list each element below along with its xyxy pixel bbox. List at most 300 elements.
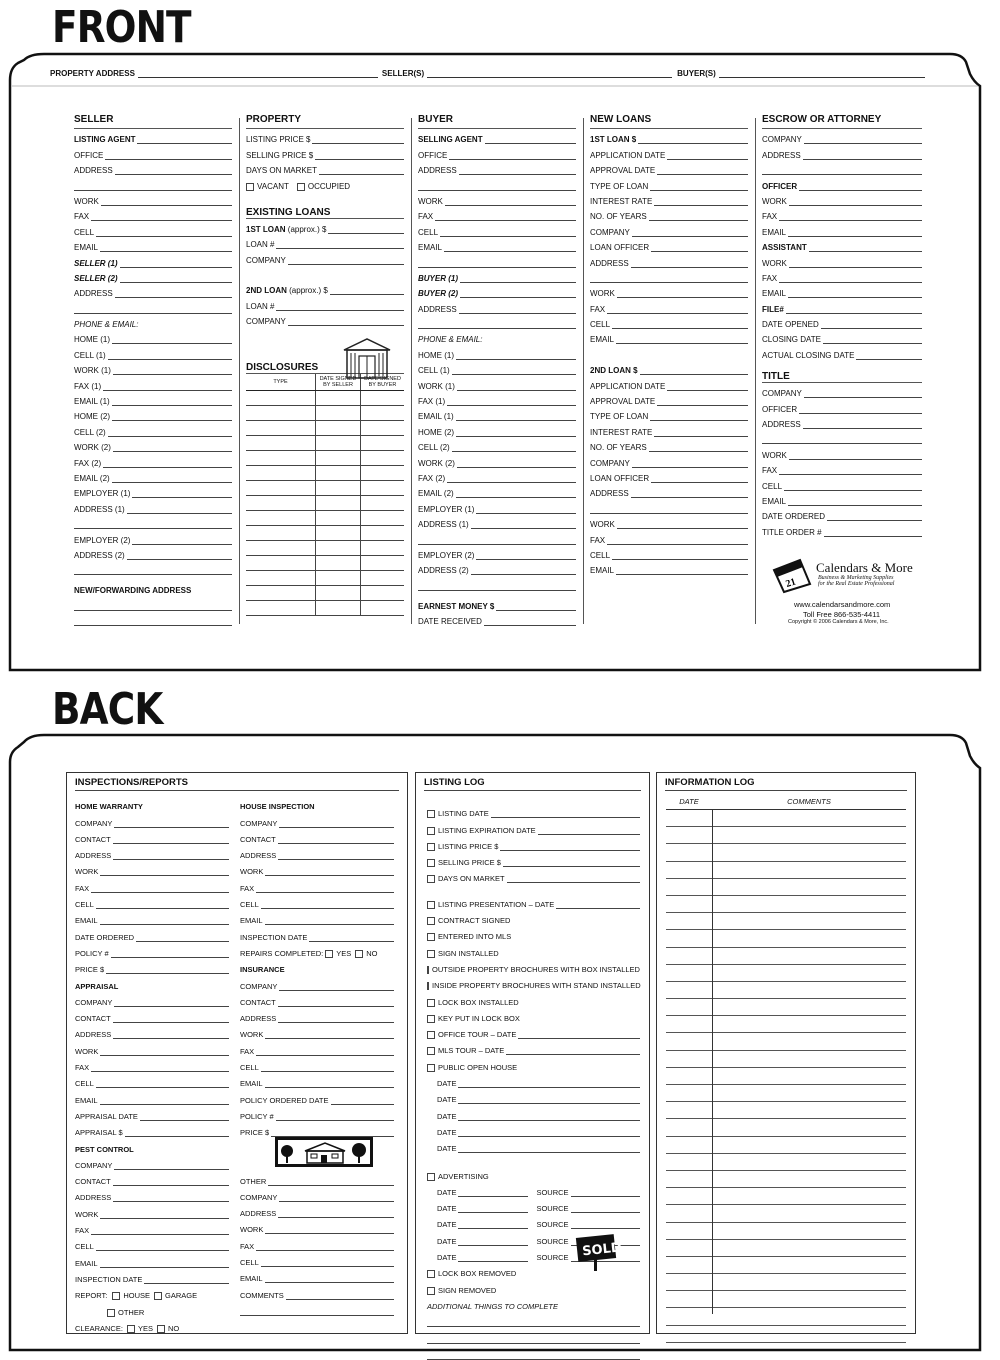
company-field[interactable] [75, 811, 229, 827]
fax-2-field[interactable] [74, 452, 232, 467]
checkbox[interactable] [427, 1031, 435, 1039]
officer-field[interactable] [762, 175, 922, 190]
info-log-row[interactable] [666, 862, 906, 879]
checkbox[interactable] [427, 982, 429, 990]
vacant-label: VACANT [257, 181, 289, 191]
date-received-row[interactable]: DATE RECEIVED [418, 611, 576, 626]
title-section-title: TITLE [762, 360, 922, 383]
cell-2-field[interactable] [418, 437, 576, 452]
company-field[interactable] [246, 249, 404, 264]
other-checkbox[interactable] [107, 1309, 115, 1317]
comments-field[interactable] [240, 1283, 394, 1299]
info-log-row[interactable] [666, 844, 906, 861]
listing-agent-field[interactable] [74, 129, 232, 144]
disclosure-row[interactable] [246, 585, 404, 600]
advertising-entry[interactable] [427, 1181, 640, 1197]
info-log-row[interactable] [666, 1068, 906, 1085]
entered-into-mls-item[interactable] [427, 925, 640, 941]
listing-presentation-date-item[interactable] [427, 892, 640, 908]
info-log-row[interactable] [666, 982, 906, 999]
new-loan2-row[interactable]: 2ND LOAN $ [590, 360, 748, 375]
contact-field[interactable] [240, 991, 394, 1007]
brand-url[interactable]: www.calendarsandmore.com [794, 600, 891, 609]
employer-2-field[interactable] [74, 529, 232, 544]
info-log-row[interactable] [666, 1291, 906, 1308]
cell-field[interactable] [75, 1235, 229, 1251]
info-log-row[interactable] [666, 965, 906, 982]
email-1-field[interactable] [418, 406, 576, 421]
home-2-field[interactable] [418, 421, 576, 436]
type-of-loan-field[interactable] [590, 406, 748, 421]
listing-date-item[interactable] [427, 802, 640, 818]
home-1-field[interactable] [74, 329, 232, 344]
work-field[interactable] [240, 1218, 394, 1234]
company-field[interactable] [240, 1186, 394, 1202]
fax-field[interactable] [240, 1039, 394, 1055]
work-field[interactable] [74, 191, 232, 206]
email-field[interactable] [240, 909, 394, 925]
address-field[interactable] [74, 283, 232, 298]
cell-1-field[interactable] [74, 344, 232, 359]
office-tour-date-item[interactable] [427, 1023, 640, 1039]
email-field[interactable] [762, 491, 922, 506]
form-line[interactable] [240, 1300, 394, 1316]
checkbox[interactable] [427, 1047, 435, 1055]
info-log-row[interactable] [666, 913, 906, 930]
no-of-years-field[interactable] [590, 437, 748, 452]
form-line[interactable] [590, 498, 748, 513]
price-field[interactable] [240, 1121, 394, 1137]
company-field[interactable] [240, 974, 394, 990]
disclosure-row[interactable] [246, 570, 404, 585]
form-line[interactable] [74, 611, 232, 626]
fax-field[interactable] [762, 460, 922, 475]
key-put-in-lock-box-item[interactable] [427, 1007, 640, 1023]
company-field[interactable] [590, 221, 748, 236]
email-1-label: EMAIL (1) [418, 412, 454, 422]
seller-phone-email-label: PHONE & EMAIL: [74, 320, 139, 330]
checkbox[interactable] [427, 843, 435, 851]
disclosure-row[interactable] [246, 495, 404, 510]
work-2-field[interactable] [418, 452, 576, 467]
fax-field[interactable] [240, 876, 394, 892]
occupied-checkbox[interactable] [297, 183, 305, 191]
checkbox[interactable] [427, 901, 435, 909]
brand-phone: Toll Free 866-535-4411 [803, 610, 880, 619]
info-log-row[interactable] [666, 810, 906, 827]
fax-field[interactable] [75, 876, 229, 892]
cell-field[interactable] [240, 1251, 394, 1267]
info-log-row[interactable] [666, 1223, 906, 1240]
company-field[interactable] [75, 991, 229, 1007]
form-line[interactable] [418, 175, 576, 190]
address-field[interactable] [75, 844, 229, 860]
form-line[interactable] [427, 1344, 640, 1360]
fax-1-field[interactable] [74, 375, 232, 390]
disclosure-row[interactable] [246, 555, 404, 570]
address-field[interactable] [418, 298, 576, 313]
address-field[interactable] [762, 414, 922, 429]
date-ordered-field[interactable] [75, 925, 229, 941]
company-field[interactable] [762, 129, 922, 144]
work-field[interactable] [240, 860, 394, 876]
cell-field[interactable] [418, 221, 576, 236]
loan-field[interactable] [246, 234, 404, 249]
email-field[interactable] [418, 237, 576, 252]
company-field[interactable] [590, 452, 748, 467]
address-field[interactable] [240, 844, 394, 860]
address-field[interactable] [240, 1202, 394, 1218]
contact-field[interactable] [240, 828, 394, 844]
info-log-row[interactable] [666, 1119, 906, 1136]
fax-field[interactable] [75, 1056, 229, 1072]
cell-field[interactable] [240, 1056, 394, 1072]
info-log-row[interactable] [666, 1188, 906, 1205]
employer-1-field[interactable] [418, 498, 576, 513]
approval-date-field[interactable] [590, 391, 748, 406]
listing-price-item[interactable] [427, 835, 640, 851]
checkbox[interactable] [427, 1287, 435, 1295]
address-field[interactable] [240, 1007, 394, 1023]
address-field[interactable] [762, 144, 922, 159]
house-checkbox[interactable] [112, 1292, 120, 1300]
info-log-row[interactable] [666, 1102, 906, 1119]
checkbox[interactable] [427, 950, 435, 958]
info-log-row[interactable] [666, 1154, 906, 1171]
work-field[interactable] [590, 514, 748, 529]
info-log-row[interactable] [666, 827, 906, 844]
contract-signed-item[interactable] [427, 909, 640, 925]
email-field[interactable] [240, 1267, 394, 1283]
disclosure-row[interactable] [246, 525, 404, 540]
employer-1-field[interactable] [74, 483, 232, 498]
checkbox[interactable] [427, 1064, 435, 1072]
email-field[interactable] [75, 909, 229, 925]
outside-property-brochures-with-box-installed-item[interactable] [427, 958, 640, 974]
work-1-field[interactable] [74, 360, 232, 375]
employer-2-field[interactable] [418, 545, 576, 560]
work-field[interactable] [418, 191, 576, 206]
cell-2-field[interactable] [74, 421, 232, 436]
company-field[interactable] [240, 811, 394, 827]
work-field[interactable] [762, 252, 922, 267]
disclosure-row[interactable] [246, 510, 404, 525]
cell-field[interactable] [762, 475, 922, 490]
email-field[interactable] [590, 329, 748, 344]
work-field[interactable] [590, 283, 748, 298]
property-address-field[interactable] [138, 69, 378, 78]
work-field[interactable] [762, 191, 922, 206]
company-field[interactable] [75, 1154, 229, 1170]
email-field[interactable] [762, 221, 922, 236]
sellers-field[interactable] [427, 69, 672, 78]
inspection-date-field[interactable] [75, 1268, 229, 1284]
form-line[interactable] [762, 160, 922, 175]
earnest-money-row[interactable]: EARNEST MONEY $ [418, 591, 576, 611]
address-field[interactable] [590, 252, 748, 267]
cell-1-field[interactable] [418, 360, 576, 375]
assistant-field[interactable] [762, 237, 922, 252]
listing-price-field[interactable] [246, 129, 404, 144]
form-line[interactable] [74, 175, 232, 190]
policy-field[interactable] [240, 1105, 394, 1121]
form-line[interactable] [74, 560, 232, 575]
type-of-loan-field[interactable] [590, 175, 748, 190]
loan-officer-field[interactable] [590, 237, 748, 252]
inside-property-brochures-with-stand-installed-item[interactable] [427, 974, 640, 990]
info-log-row[interactable] [666, 930, 906, 947]
office-field[interactable] [418, 144, 576, 159]
work-field[interactable] [75, 1039, 229, 1055]
home-1-field[interactable] [418, 344, 576, 359]
advertising-entry[interactable] [427, 1197, 640, 1213]
email-field[interactable] [762, 283, 922, 298]
loan2-row[interactable]: 2ND LOAN (approx.) $ [246, 280, 404, 295]
selling-price-item[interactable] [427, 851, 640, 867]
disclosure-row[interactable] [246, 480, 404, 495]
vacant-checkbox[interactable] [246, 183, 254, 191]
disclosure-row[interactable] [246, 465, 404, 480]
disclosure-row[interactable] [246, 435, 404, 450]
email-1-field[interactable] [74, 391, 232, 406]
application-date-field[interactable] [590, 144, 748, 159]
checkbox[interactable] [427, 1270, 435, 1278]
application-date-field[interactable] [590, 375, 748, 390]
email-field[interactable] [590, 560, 748, 575]
loan1-row[interactable]: 1ST LOAN (approx.) $ [246, 219, 404, 234]
title-order-field[interactable] [762, 521, 922, 536]
form-line[interactable] [74, 595, 232, 610]
info-log-row[interactable] [666, 999, 906, 1016]
fax-field[interactable] [762, 268, 922, 283]
inspection-date-field[interactable] [240, 925, 394, 941]
policy-ordered-date-field[interactable] [240, 1088, 394, 1104]
open-house-date-field[interactable] [427, 1104, 640, 1120]
info-log-row[interactable] [666, 1274, 906, 1291]
form-line[interactable] [762, 429, 922, 444]
buyer-2-field[interactable] [418, 283, 576, 298]
cell-field[interactable] [75, 893, 229, 909]
email-field[interactable] [74, 237, 232, 252]
buyer-1-field[interactable] [418, 268, 576, 283]
email-field[interactable] [75, 1251, 229, 1267]
checkbox[interactable] [427, 933, 435, 941]
open-house-date-field[interactable] [427, 1137, 640, 1153]
form-line[interactable] [74, 514, 232, 529]
sign-installed-item[interactable] [427, 941, 640, 957]
info-log-row[interactable] [666, 1205, 906, 1222]
info-log-row[interactable] [666, 1171, 906, 1188]
fax-field[interactable] [418, 206, 576, 221]
form-line[interactable] [418, 252, 576, 267]
selling-price-field[interactable] [246, 144, 404, 159]
cell-field[interactable] [74, 221, 232, 236]
open-house-date-field[interactable] [427, 1088, 640, 1104]
form-line[interactable] [590, 268, 748, 283]
fax-field[interactable] [75, 1219, 229, 1235]
cell-field[interactable] [590, 545, 748, 560]
loan-officer-field[interactable] [590, 468, 748, 483]
info-log-row[interactable] [666, 1240, 906, 1257]
address-2-field[interactable] [418, 560, 576, 575]
info-log-row[interactable] [666, 1033, 906, 1050]
fax-1-field[interactable] [418, 391, 576, 406]
checkbox[interactable] [427, 810, 435, 818]
address-2-field[interactable] [74, 545, 232, 560]
fax-field[interactable] [590, 529, 748, 544]
date-ordered-field[interactable] [762, 506, 922, 521]
repairs-no-checkbox[interactable] [355, 950, 363, 958]
checkbox[interactable] [427, 859, 435, 867]
address-1-field[interactable] [74, 498, 232, 513]
fax-label: FAX [762, 212, 778, 222]
loan-field[interactable] [246, 295, 404, 310]
disclosure-row[interactable] [246, 390, 404, 405]
days-on-market-field[interactable] [246, 160, 404, 175]
checkbox[interactable] [427, 917, 435, 925]
work-1-field[interactable] [418, 375, 576, 390]
open-house-date-field[interactable] [427, 1121, 640, 1137]
checkbox[interactable] [427, 875, 435, 883]
seller-2-field[interactable] [74, 268, 232, 283]
form-line[interactable] [427, 1311, 640, 1327]
form-line[interactable] [418, 314, 576, 329]
appraisal-date-field[interactable] [75, 1105, 229, 1121]
address-label: ADDRESS [590, 489, 629, 499]
work-field[interactable] [240, 1023, 394, 1039]
fax-field[interactable] [240, 1234, 394, 1250]
contact-field[interactable] [75, 828, 229, 844]
email-2-field[interactable] [418, 483, 576, 498]
open-house-date-field[interactable] [427, 1072, 640, 1088]
date-opened-field[interactable] [762, 314, 922, 329]
disclosure-row[interactable] [246, 420, 404, 435]
work-2-field[interactable] [74, 437, 232, 452]
fax-2-field[interactable] [418, 468, 576, 483]
cell-field[interactable] [590, 314, 748, 329]
sign-removed-item[interactable] [427, 1278, 640, 1294]
clearance-no-checkbox[interactable] [157, 1325, 165, 1333]
address-1-field[interactable] [418, 514, 576, 529]
disclosure-row[interactable] [246, 540, 404, 555]
disclosure-row[interactable] [246, 405, 404, 420]
seller-1-field[interactable] [74, 252, 232, 267]
contact-field[interactable] [75, 1170, 229, 1186]
col-divider [755, 118, 756, 624]
no-of-years-field[interactable] [590, 206, 748, 221]
home-2-field[interactable] [74, 406, 232, 421]
checkbox[interactable] [427, 827, 435, 835]
disclosure-row[interactable] [246, 600, 404, 615]
contact-field[interactable] [75, 1007, 229, 1023]
email-2-field[interactable] [74, 468, 232, 483]
company-field[interactable] [246, 311, 404, 326]
date-label: DATE [437, 1236, 457, 1246]
checkbox[interactable] [427, 999, 435, 1007]
fax-field[interactable] [590, 298, 748, 313]
info-log-row[interactable] [666, 1085, 906, 1102]
info-log-row[interactable] [666, 896, 906, 913]
officer-field[interactable] [762, 398, 922, 413]
office-label: OFFICE [74, 150, 104, 160]
info-log-row[interactable] [666, 1016, 906, 1033]
info-log-comments-header: COMMENTS [787, 797, 831, 806]
other-field[interactable] [240, 1169, 394, 1185]
info-log-row[interactable] [666, 1051, 906, 1068]
info-log-row[interactable] [666, 948, 906, 965]
selling-agent-field[interactable] [418, 129, 576, 144]
email-field[interactable] [240, 1072, 394, 1088]
mls-tour-date-item[interactable] [427, 1039, 640, 1055]
info-log-row[interactable] [666, 1326, 906, 1343]
info-log-row[interactable] [666, 1137, 906, 1154]
lock-box-installed-item[interactable] [427, 990, 640, 1006]
advertising-entry[interactable] [427, 1213, 640, 1229]
address-field[interactable] [75, 1023, 229, 1039]
form-line[interactable] [418, 529, 576, 544]
days-on-market-item[interactable] [427, 867, 640, 883]
office-field[interactable] [74, 144, 232, 159]
actual-closing-date-field[interactable] [762, 344, 922, 359]
checkbox[interactable] [427, 966, 429, 974]
cell-field[interactable] [75, 1072, 229, 1088]
fax-2-label: FAX (2) [74, 458, 102, 468]
address-field[interactable] [590, 483, 748, 498]
file-field[interactable] [762, 298, 922, 313]
public-open-house-item[interactable] [427, 1055, 640, 1071]
interest-rate-field[interactable] [590, 421, 748, 436]
fax-field[interactable] [74, 206, 232, 221]
cell-field[interactable] [240, 893, 394, 909]
cell-label: CELL [590, 320, 611, 330]
clearance-yes-checkbox[interactable] [127, 1325, 135, 1333]
form-line[interactable] [74, 298, 232, 313]
closing-date-field[interactable] [762, 329, 922, 344]
work-field[interactable] [75, 860, 229, 876]
form-line[interactable] [427, 1327, 640, 1343]
garage-checkbox[interactable] [154, 1292, 162, 1300]
address-field[interactable] [75, 1186, 229, 1202]
new-loan1-row[interactable]: 1ST LOAN $ [590, 129, 748, 144]
repairs-yes-checkbox[interactable] [325, 950, 333, 958]
address-field[interactable] [418, 160, 576, 175]
email-label: EMAIL [762, 227, 787, 237]
form-line[interactable] [418, 575, 576, 590]
work-field[interactable] [762, 444, 922, 459]
interest-rate-field[interactable] [590, 191, 748, 206]
email-field[interactable] [75, 1088, 229, 1104]
approval-date-field[interactable] [590, 160, 748, 175]
buyers-field[interactable] [719, 69, 925, 78]
listing-expiration-date-item[interactable] [427, 818, 640, 834]
work-field[interactable] [75, 1202, 229, 1218]
appraisal-date-label: APPRAISAL DATE [75, 1111, 138, 1121]
checkbox[interactable] [427, 1015, 435, 1023]
policy-field[interactable] [75, 942, 229, 958]
disclosure-row[interactable] [246, 450, 404, 465]
advertising-row[interactable]: ADVERTISING [427, 1164, 640, 1180]
info-log-row[interactable] [666, 879, 906, 896]
price-field[interactable] [75, 958, 229, 974]
company-label: COMPANY [240, 1192, 278, 1202]
appraisal-field[interactable] [75, 1121, 229, 1137]
fax-field[interactable] [762, 206, 922, 221]
info-log-row[interactable] [666, 1257, 906, 1274]
company-field[interactable] [762, 383, 922, 398]
info-log-row[interactable] [666, 1308, 906, 1325]
policy-ordered-date-label: POLICY ORDERED DATE [240, 1095, 329, 1105]
address-field[interactable] [74, 160, 232, 175]
